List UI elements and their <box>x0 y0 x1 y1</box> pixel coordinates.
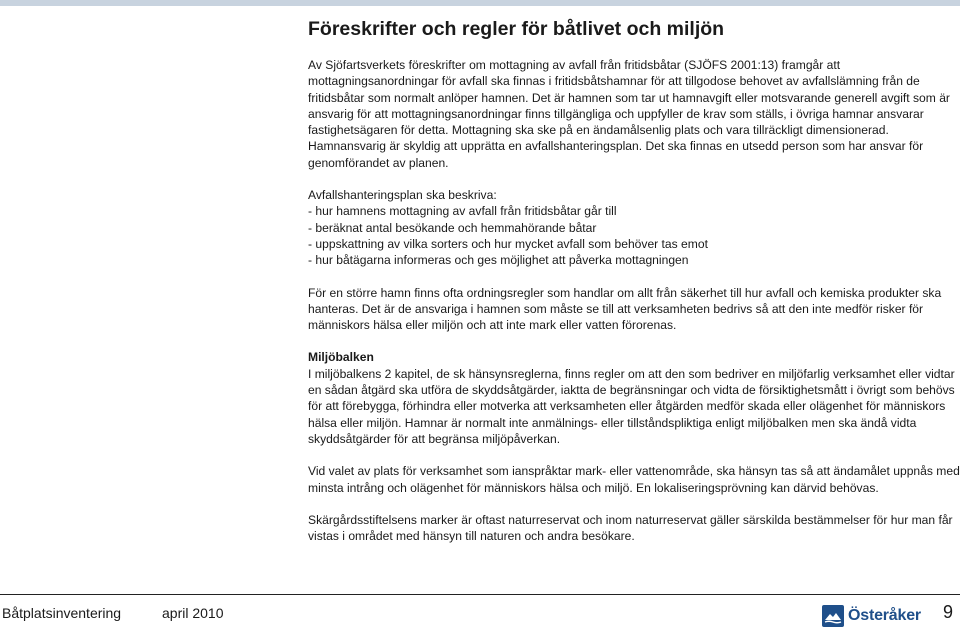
plan-list-item: - uppskattning av vilka sorters och hur mycket avfall som behöver tas emot <box>308 236 708 251</box>
document-body <box>308 57 960 560</box>
paragraph-ordningsregler: För en större hamn finns ofta ordningsregler som handlar om allt från säkerhet till hur avfall och kemiska produkter ska hanteras. Det är de ansvariga i hamnen som måste se till att verksamheten bedrivs så att den inte medför risker för människors hälsa eller miljön och att inte mark eller vatten förorenas. <box>308 285 942 333</box>
plan-intro: Avfallshanteringsplan ska beskriva: <box>308 188 497 203</box>
paragraph-lokalisering: Vid valet av plats för verksamhet som ianspråktar mark- eller vattenområde, ska hänsyn tas så att ändamålet uppnås med minsta intrång och olägenhet för människors hälsa och miljö. En lokaliseringsprövning kan därvid behövas. <box>308 464 960 495</box>
footer-date: april 2010 <box>162 605 224 621</box>
paragraph-sjofs: Av Sjöfartsverkets föreskrifter om mottagning av avfall från fritidsbåtar (SJÖFS 2001:13) framgår att mottagningsanordningar för avfall ska finnas i fritidsbåtshamnar för att tillgodose behovet av avfallslämning från de fritidsbåtar som normalt anlöper hamnen. Det är hamnen som tar ut hamnavgift eller motsvarande generell avgift som är ansvarig för att mottagningsanordningar finns tillgängliga och uppfyller de krav som ställs, i övriga hamnar ansvarar fastighetsägaren för detta. Mottagning ska ske på en ändamålsenlig plats och vara tillräckligt dimensionerad. Hamnansvarig är skyldig att upprätta en avfallshanteringsplan. Det ska finnas en utsedd person som har ansvar för genomförandet av planen. <box>308 58 950 170</box>
plan-list-item: - hur hamnens mottagning av avfall från fritidsbåtar går till <box>308 204 617 219</box>
osteraker-logo <box>822 604 921 628</box>
section-heading-miljobalken: Miljöbalken <box>308 350 374 365</box>
municipality-emblem-icon <box>822 605 844 627</box>
footer-divider <box>0 594 960 595</box>
page-number: 9 <box>943 602 954 622</box>
plan-list-item: - hur båtägarna informeras och ges möjlighet att påverka mottagningen <box>308 253 689 268</box>
paragraph-naturreservat: Skärgårdsstiftelsens marker är oftast naturreservat och inom naturreservat gäller särskilda bestämmelser för hur man får vistas i området med hänsyn till naturen och andra besökare. <box>308 512 953 544</box>
logo-wordmark: Österåker <box>848 607 921 624</box>
footer-report-name: Båtplatsinventering <box>2 605 122 621</box>
plan-list-item: - beräknat antal besökande och hemmahörande båtar <box>308 220 597 235</box>
page-title: Föreskrifter och regler för båtlivet och miljön <box>308 18 725 40</box>
paragraph-miljobalken: I miljöbalkens 2 kapitel, de sk hänsynsreglerna, finns regler om att den som bedriver en miljöfarlig verksamhet eller vidtar en sådan åtgärd ska utföra de skyddsåtgärder, iaktta de begränsningar och vidta de försiktighetsmått i övrigt som behövs för att förebygga, förhindra eller motverka att verksamheten eller åtgärden medför skada eller olägenhet för människors hälsa eller miljön. Hamnar är normalt inte anmälnings- eller tillståndspliktiga enligt miljöbalken men ska ändå vidta skyddsåtgärder för att begränsa miljöpåverkan. <box>308 366 955 446</box>
header-bar <box>0 0 960 6</box>
plan-list <box>308 203 960 268</box>
